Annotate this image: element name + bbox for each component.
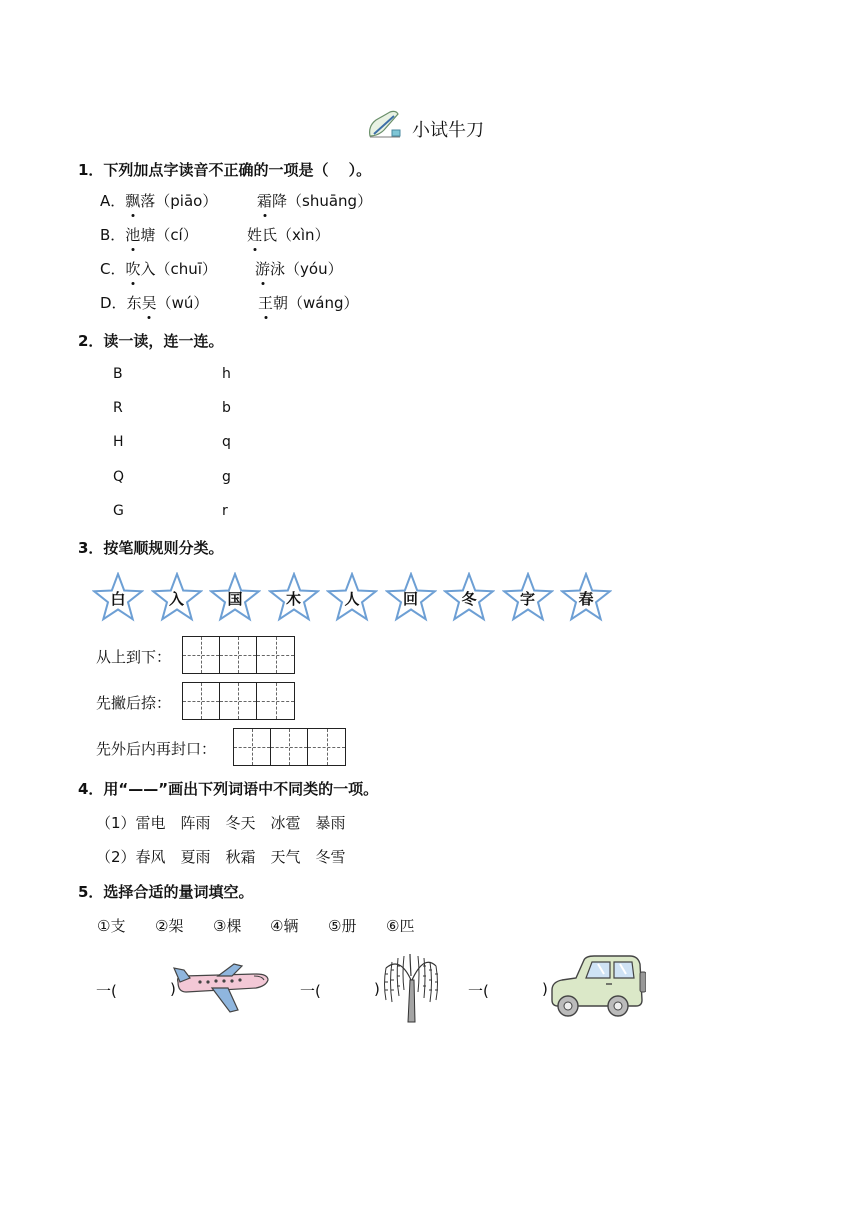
star-character-card <box>560 572 612 622</box>
uppercase-letter: R <box>113 400 123 416</box>
q5-heading: 5．选择合适的量词填空。 <box>78 883 254 901</box>
row-label-outside-inside-close: 先外后内再封口： <box>96 740 217 758</box>
star-character-card <box>209 572 261 622</box>
dotted-char: 姓 <box>247 226 263 244</box>
q4-line-2: （2）春风 夏雨 秋霜 天气 冬雪 <box>96 848 346 866</box>
option-label: C． <box>100 260 126 278</box>
option-text: 朝（wáng） <box>273 294 359 312</box>
q1-option-a-2 <box>257 190 372 211</box>
lowercase-letter: q <box>222 434 231 450</box>
star-character-card <box>268 572 320 622</box>
option-text: 入（chuī） <box>140 260 217 278</box>
star-character: 字 <box>519 590 535 608</box>
option-text: 东 <box>126 294 142 312</box>
q1-heading: 1．下列加点字读音不正确的一项是（ ）。 <box>78 161 372 179</box>
q4-heading: 4．用“——”画出下列词语中不同类的一项。 <box>78 780 379 798</box>
star-character-card <box>502 572 554 622</box>
willow-tree-image <box>380 950 442 1028</box>
star-character-card <box>326 572 378 622</box>
measure-word-choice: ①支 <box>97 917 126 935</box>
lowercase-letter: g <box>222 469 231 485</box>
star-character: 入 <box>168 590 184 608</box>
uppercase-letter: Q <box>113 469 125 485</box>
q1-option-b-2 <box>247 224 330 245</box>
star-character: 国 <box>227 590 243 608</box>
measure-word-choice: ③棵 <box>213 917 242 935</box>
dotted-char: 池 <box>125 226 141 244</box>
blank-open: 一( <box>96 982 117 1000</box>
lowercase-letter: b <box>222 400 231 416</box>
option-label: D． <box>100 294 127 312</box>
star-character-card <box>385 572 437 622</box>
airplane-image <box>172 962 270 1018</box>
star-character-card <box>92 572 144 622</box>
writing-grid-outside-inside-close[interactable] <box>233 728 346 766</box>
blank-open: 一( <box>300 982 321 1000</box>
star-character: 白 <box>110 590 126 608</box>
measure-word-choice: ④辆 <box>270 917 299 935</box>
writing-grid-pie-then-na[interactable] <box>182 682 295 720</box>
q2-heading: 2．读一读，连一连。 <box>78 332 224 350</box>
star-character-card <box>443 572 495 622</box>
option-label: A． <box>100 192 126 210</box>
uppercase-letter: B <box>113 366 123 382</box>
blank-open: 一( <box>468 982 489 1000</box>
dotted-char: 吴 <box>141 294 157 312</box>
dotted-char: 飘 <box>125 192 141 210</box>
blank-close: ) <box>374 980 380 998</box>
option-text: 降（shuāng） <box>272 192 373 210</box>
option-label: B． <box>100 226 126 244</box>
lowercase-letter: r <box>222 503 228 519</box>
dotted-char: 吹 <box>125 260 141 278</box>
q1-option-b <box>100 224 198 245</box>
dotted-char: 霜 <box>257 192 273 210</box>
q1-option-d <box>100 292 208 313</box>
page-title: 小试牛刀 <box>412 120 484 141</box>
dotted-char: 游 <box>255 260 271 278</box>
title-icon <box>366 108 404 144</box>
star-character: 人 <box>344 590 360 608</box>
option-text: 塘（cí） <box>140 226 198 244</box>
uppercase-letter: H <box>113 434 124 450</box>
q1-option-a <box>100 190 217 211</box>
q1-option-c-2 <box>255 258 343 279</box>
option-text: 泳（yóu） <box>270 260 343 278</box>
q4-line-1: （1）雷电 阵雨 冬天 冰雹 暴雨 <box>96 814 346 832</box>
q1-option-c <box>100 258 217 279</box>
dotted-char: 王 <box>258 294 274 312</box>
star-character-card <box>151 572 203 622</box>
car-image <box>548 952 646 1026</box>
option-text: （wú） <box>156 294 209 312</box>
star-character: 回 <box>402 590 418 608</box>
measure-word-choice: ②架 <box>155 917 184 935</box>
q3-heading: 3．按笔顺规则分类。 <box>78 539 224 557</box>
uppercase-letter: G <box>113 503 124 519</box>
row-label-top-to-bottom: 从上到下： <box>96 648 172 666</box>
star-character: 木 <box>285 590 301 608</box>
lowercase-letter: h <box>222 366 231 382</box>
q1-option-d-2 <box>258 292 359 313</box>
measure-word-choice: ⑥匹 <box>386 917 415 935</box>
measure-word-choice: ⑤册 <box>328 917 357 935</box>
writing-grid-top-to-bottom[interactable] <box>182 636 295 674</box>
option-text: 落（piāo） <box>140 192 218 210</box>
row-label-pie-then-na: 先撇后捺： <box>96 694 172 712</box>
option-text: 氏（xìn） <box>262 226 330 244</box>
star-character: 冬 <box>461 590 477 608</box>
star-character: 春 <box>578 590 594 608</box>
blank-close: ) <box>542 980 548 998</box>
blank-close: ) <box>170 980 176 998</box>
